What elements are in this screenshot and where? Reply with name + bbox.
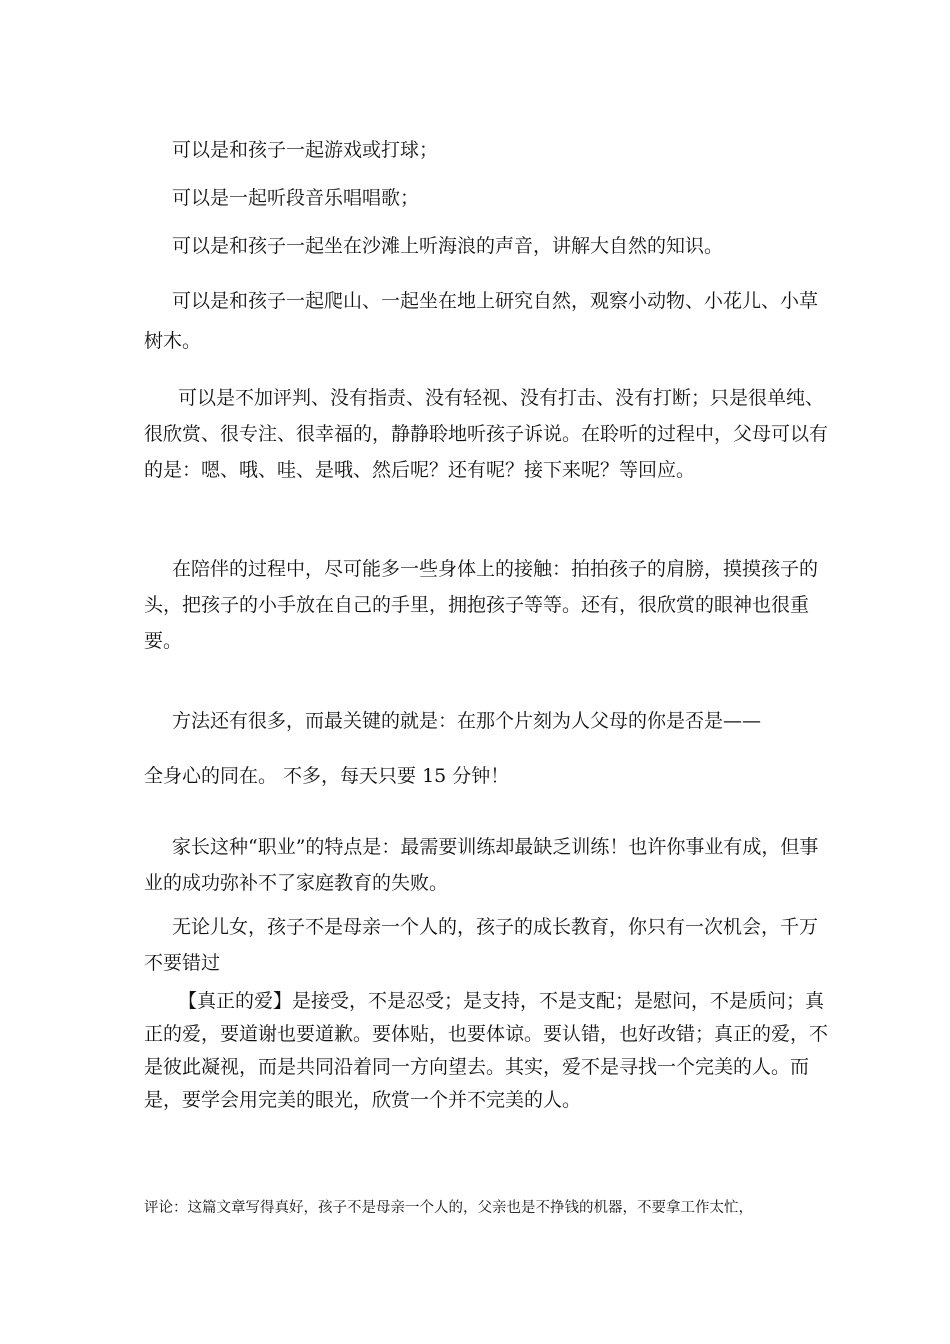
paragraph-physical-contact: 在陪伴的过程中，尽可能多一些身体上的接触：拍拍孩子的肩膀，摸摸孩子的头，把孩子的小手放在自己的手里，拥抱孩子等等。还有，很欣赏的眼神也很重要。	[144, 558, 819, 652]
paragraph-play-ball: 可以是和孩子一起游戏或打球；	[172, 139, 439, 161]
paragraph-beach: 可以是和孩子一起坐在沙滩上听海浪的声音，讲解大自然的知识。	[172, 235, 724, 257]
paragraph-mountain: 可以是和孩子一起爬山、一起坐在地上研究自然，观察小动物、小花儿、小草树木。	[144, 290, 819, 352]
paragraph-fifteen-minutes: 全身心的同在。 不多，每天只要 15 分钟！	[144, 765, 510, 787]
paragraph-listening: 可以是不加评判、没有指责、没有轻视、没有打击、没有打断；只是很单纯、很欣赏、很专注、很幸福的，静静聆地听孩子诉说。在聆听的过程中，父母可以有的是：嗯、哦、哇、是哦、然后呢？还有呢？接下来呢？等回应。	[144, 387, 829, 481]
paragraph-music: 可以是一起听段音乐唱唱歌；	[172, 187, 420, 209]
paragraph-true-love: 【真正的爱】是接受，不是忍受；是支持，不是支配；是慰问，不是质问；真正的爱，要道谢也要道歉。要体贴，也要体谅。要认错，也好改错；真正的爱，不是彼此凝视，而是共同沿着同一方向望去。其实，爱不是寻找一个完美的人。而是，要学会用完美的眼光，欣赏一个并不完美的人。	[144, 990, 829, 1111]
paragraph-parent-profession: 家长这种“职业”的特点是：最需要训练却最缺乏训练！也许你事业有成，但事业的成功弥补不了家庭教育的失败。	[144, 836, 819, 894]
comment-line: 评论：这篇文章写得真好，孩子不是母亲一个人的，父亲也是不挣钱的机器，不要拿工作太忙，	[144, 1200, 753, 1216]
paragraph-methods: 方法还有很多，而最关键的就是：在那个片刻为人父母的你是否是——	[172, 710, 762, 732]
paragraph-one-chance: 无论儿女，孩子不是母亲一个人的，孩子的成长教育，你只有一次机会，千万不要错过	[144, 916, 819, 974]
